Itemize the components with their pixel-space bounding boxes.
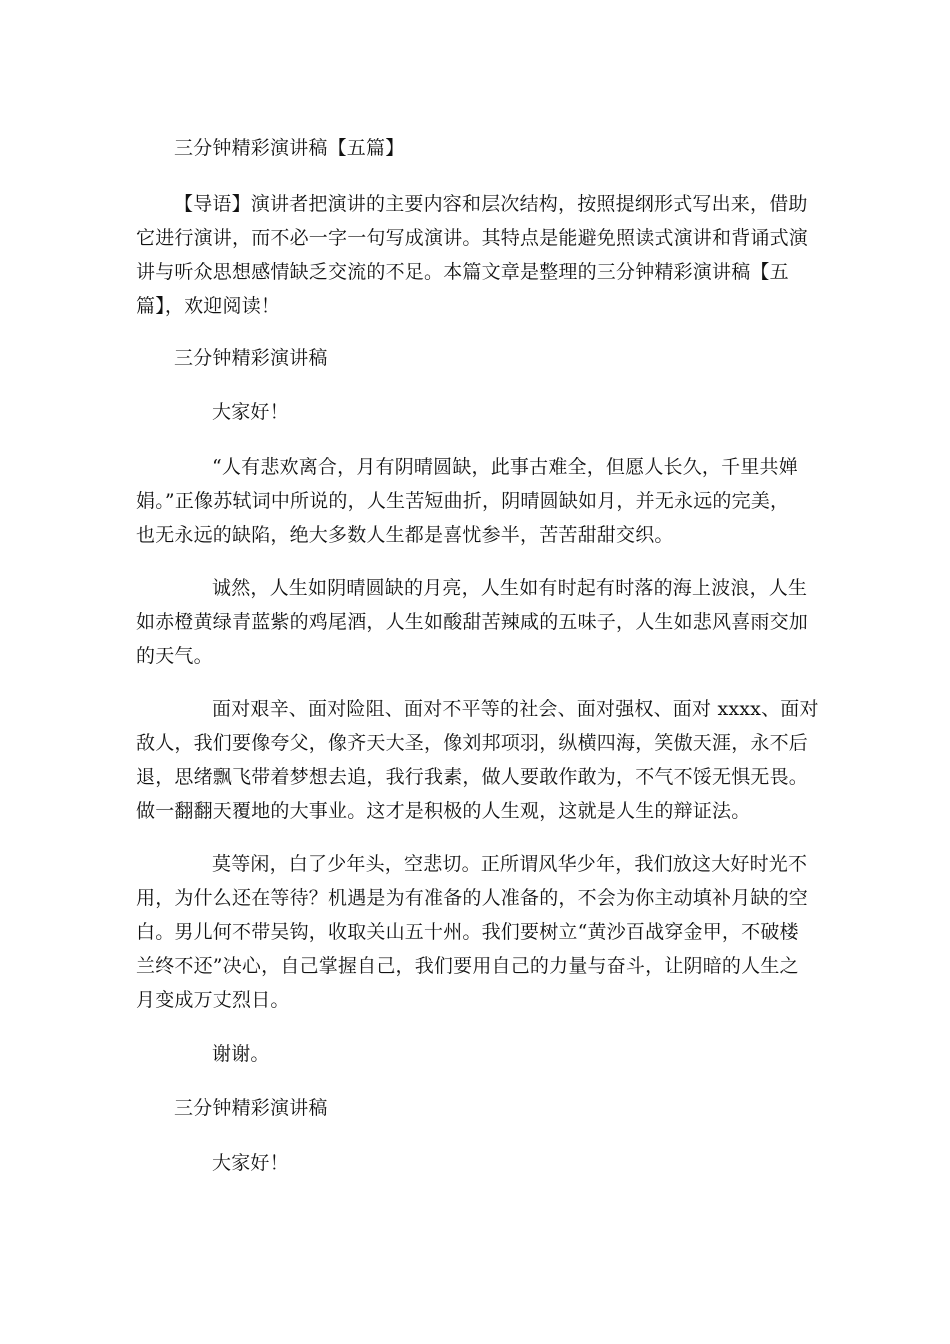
paragraph-line: “人有悲欢离合，月有阴晴圆缺，此事古难全，但愿人长久，千里共婵 <box>212 456 798 478</box>
intro-line: 它进行演讲，而不必一字一句写成演讲。其特点是能避免照读式演讲和背诵式演 <box>136 227 809 249</box>
intro-line: 讲与听众思想感情缺乏交流的不足。本篇文章是整理的三分钟精彩演讲稿【五 <box>136 261 789 283</box>
paragraph-line: 白。男儿何不带吴钩，收取关山五十州。我们要树立“黄沙百战穿金甲，不破楼 <box>136 921 799 943</box>
paragraph-line: 如赤橙黄绿青蓝紫的鸡尾酒，人生如酸甜苦辣咸的五味子，人生如悲风喜雨交加 <box>136 611 809 633</box>
paragraph-line: 兰终不还”决心，自己掌握自己，我们要用自己的力量与奋斗，让阴暗的人生之 <box>136 955 799 977</box>
paragraph-line: 退，思绪飘飞带着梦想去追，我行我素，做人要敢作敢为，不气不馁无惧无畏。 <box>136 766 809 788</box>
paragraph-line: 用，为什么还在等待？机遇是为有准备的人准备的，不会为你主动填补月缺的空 <box>136 887 809 909</box>
paragraph-line: 也无永远的缺陷，绝大多数人生都是喜忧参半，苦苦甜甜交织。 <box>136 524 674 546</box>
section-heading: 三分钟精彩演讲稿 <box>174 1097 328 1119</box>
intro-line: 【导语】演讲者把演讲的主要内容和层次结构，按照提纲形式写出来，借助 <box>174 193 808 215</box>
closing-text: 谢谢。 <box>212 1043 270 1065</box>
paragraph-line: 娟。”正像苏轼词中所说的，人生苦短曲折，阴晴圆缺如月，并无永远的完美， <box>136 490 790 512</box>
intro-line: 篇】，欢迎阅读！ <box>136 295 281 317</box>
paragraph-line: 面对艰辛、面对险阻、面对不平等的社会、面对强权、面对 xxxx、面对 <box>212 698 819 720</box>
paragraph-line: 莫等闲，白了少年头，空悲切。正所谓风华少年，我们放这大好时光不 <box>212 853 808 875</box>
section-heading: 三分钟精彩演讲稿 <box>174 347 328 369</box>
paragraph-line: 的天气。 <box>136 645 213 667</box>
greeting: 大家好！ <box>212 1152 289 1174</box>
document-title: 三分钟精彩演讲稿【五篇】 <box>174 137 405 159</box>
paragraph-line: 月变成万丈烈日。 <box>136 989 290 1011</box>
paragraph-line: 做一翻翻天覆地的大事业。这才是积极的人生观，这就是人生的辩证法。 <box>136 800 751 822</box>
greeting: 大家好！ <box>212 401 289 423</box>
paragraph-line: 敌人，我们要像夸父，像齐天大圣，像刘邦项羽，纵横四海，笑傲天涯，永不后 <box>136 732 809 754</box>
paragraph-line: 诚然，人生如阴晴圆缺的月亮，人生如有时起有时落的海上波浪，人生 <box>212 577 808 599</box>
